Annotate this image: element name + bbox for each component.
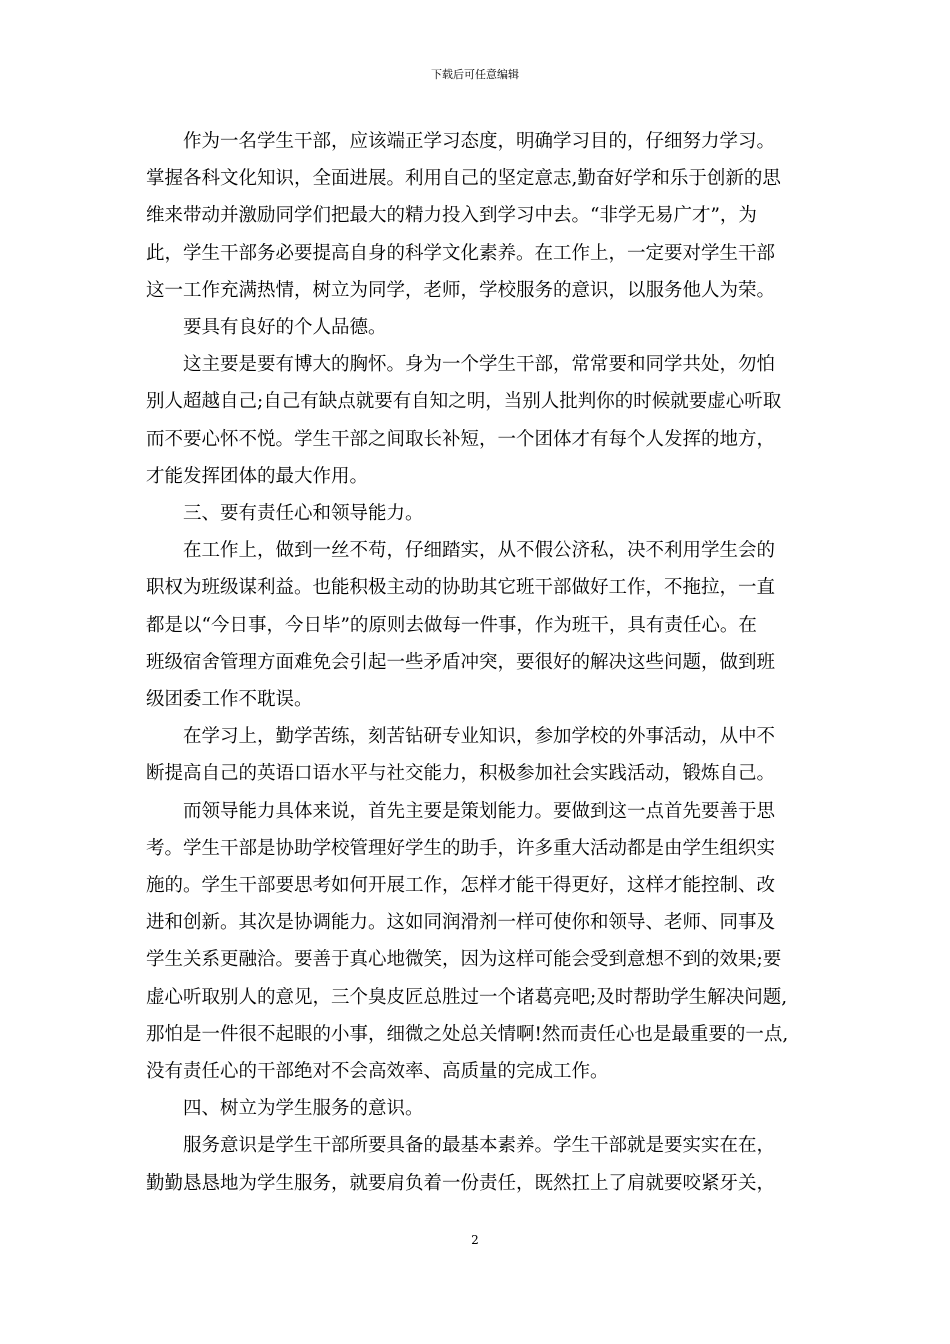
document-body <box>146 123 812 1202</box>
paragraph-study-diligence: 在学习上，勤学苦练，刻苦钻研专业知识，参加学校的外事活动，从中不 断提高自己的英语口语水平与社交能力，积极参加社会实践活动，锻炼自己。 <box>146 726 776 785</box>
paragraph-work-diligence: 在工作上，做到一丝不苟，仔细踏实，从不假公济私，决不利用学生会的 职权为班级谋利益。也能积极主动的协助其它班干部做好工作，不拖拉，一直 都是以“今日事，今日毕”的原则去做每一件事，作为班干，具有责任心。在 班级宿舍管理方面难免会引起一些矛盾冲突，要很好的解决这些问题，做到班 级团委工作不耽误。 <box>146 540 776 711</box>
section-heading-responsibility: 三、要有责任心和领导能力。 <box>183 503 424 525</box>
page-header-note: 下载后可任意编辑 <box>431 68 519 81</box>
paragraph-service-awareness: 服务意识是学生干部所要具备的最基本素养。学生干部就是要实实在在， 勤勤恳恳地为学生服务，就要肩负着一份责任，既然扛上了肩就要咬紧牙关， <box>146 1135 776 1194</box>
section-heading-service: 四、树立为学生服务的意识。 <box>183 1098 424 1120</box>
page-number: 2 <box>471 1233 479 1247</box>
paragraph-study-attitude: 作为一名学生干部，应该端正学习态度，明确学习目的，仔细努力学习。 掌握各科文化知识，全面进展。利用自己的坚定意志,勤奋好学和乐于创新的思 维来带动并激励同学们把最大的精力投入到学习中去。“非学无易广才”，为 此，学生干部务必要提高自身的科学文化素养。在工作上，一定要对学生干部 这一工作充满热情，树立为同学，老师，学校服务的意识，以服务他人为荣。 <box>146 131 781 301</box>
paragraph-moral-heading: 要具有良好的个人品德。 <box>183 317 387 339</box>
paragraph-leadership: 而领导能力具体来说，首先主要是策划能力。要做到这一点首先要善于思 考。学生干部是协助学校管理好学生的助手，许多重大活动都是由学生组织实 施的。学生干部要思考如何开展工作，怎样才能干得更好，这样才能控制、改 进和创新。其次是协调能力。这如同润滑剂一样可使你和领导、老师、同事及 学生关系更融洽。要善于真心地微笑，因为这样可能会受到意想不到的效果;要 虚心听取别人的意见，三个臭皮匠总胜过一个诸葛亮吧;及时帮助学生解决问题, 那怕是一件很不起眼的小事，细微之处总关情啊!然而责任心也是最重要的一点, 没有责任心的干部绝对不会高效率、高质量的完成工作。 <box>146 800 789 1083</box>
paragraph-broad-mind: 这主要是要有博大的胸怀。身为一个学生干部，常常要和同学共处，勿怕 别人超越自己;自己有缺点就要有自知之明，当别人批判你的时候就要虚心听取 而不要心怀不悦。学生干部之间取长补短，一个团体才有每个人发挥的地方， 才能发挥团体的最大作用。 <box>146 354 782 487</box>
